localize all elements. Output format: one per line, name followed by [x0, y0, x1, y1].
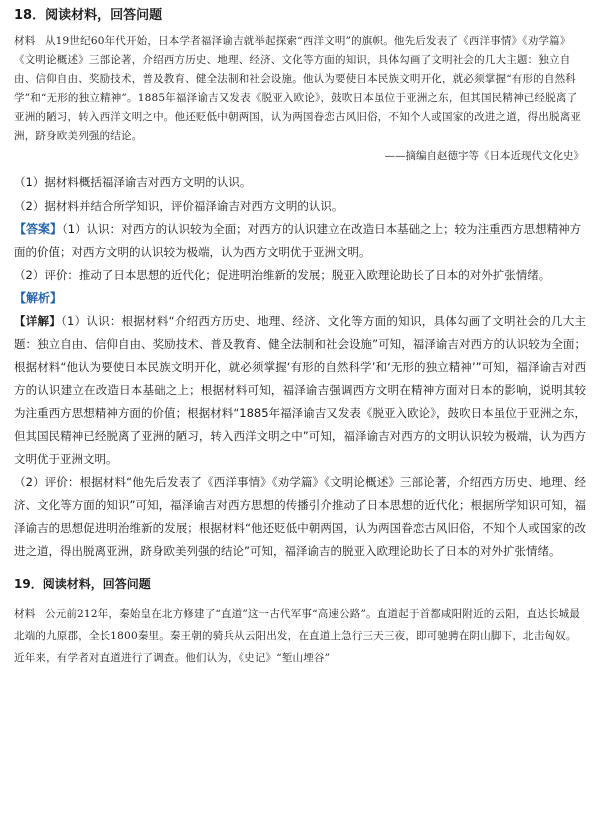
material-source: ——摘编自赵德宇等《日本近现代文化史》 [384, 150, 584, 162]
answer-2: （2）评价：推动了日本思想的近代化；促进明治维新的发展；脱亚入欧理论助长了日本的对外扩张情绪。 [14, 268, 551, 282]
material-text: 从19世纪60年代开始，日本学者福泽谕吉就举起探索“西洋文明”的旗帜。他先后发表了《西洋事情》《劝学篇》《文明论概述》三部论著，介绍西方历史、地理、经济、文化等方面的知识，具体勾画了文明社会的几大主题：独立自由、信仰自由、奖励技术，普及教育、健全法制和社会设施。他认为要使日本民族文明开化，就必须掌握“有形的自然科学”和“无形的独立精神”。1885年福泽谕吉又发表《脱亚入欧论》，鼓吹日本虽位于亚洲之东，但其国民精神已经脱离了亚洲的陋习，转入西洋文明之中。他还贬低中朝两国，认为两国眷恋古风旧俗，不知个人或国家的改进之道，得出脱离亚洲，跻身欧美列强的结论。 [14, 35, 582, 142]
analysis-heading [14, 287, 586, 310]
question-19-material [14, 603, 586, 669]
material-label: 材料 [14, 35, 36, 47]
question-19-title: 19．阅读材料，回答问题 [14, 577, 151, 591]
detail-1 [14, 310, 586, 471]
question-18-sub2: （2）据材料并结合所学知识，评价福泽谕吉对西方文明的认识。 [14, 199, 344, 213]
material-label-19: 材料 [14, 608, 36, 620]
detail-1-text: （1）认识：根据材料“介绍西方历史、地理、经济、文化等方面的知识，具体勾画了文明社会的几大主题：独立自由、信仰自由、奖励技术、普及教育、健全法制和社会设施”可知，福泽谕吉对西方的认识较为全面；根据材料“他认为要使日本民族文明开化，就必须掌握‘有形的自然科学’和‘无形的独立精神’”可知，福泽谕吉对西方的认识建立在改造日本基础之上；根据材料可知，福泽谕吉强调西方文明在精神方面对日本的影响，说明其较为注重西方思想精神方面的价值；根据材料“1885年福泽谕吉又发表《脱亚入欧论》，鼓吹日本虽位于亚洲之东，但其国民精神已经脱离了亚洲的陋习，转入西洋文明之中”可知，福泽谕吉对西方的文明认识较为极端，认为西方文明优于亚洲文明。 [14, 314, 587, 466]
detail-tag: 【详解】 [14, 314, 62, 328]
analysis-tag: 【解析】 [14, 291, 63, 305]
question-18-sub1: （1）据材料概括福泽谕吉对西方文明的认识。 [14, 175, 252, 189]
answer-1 [14, 218, 586, 264]
detail-2: （2）评价：根据材料“他先后发表了《西洋事情》《劝学篇》《文明论概述》三部论著，介绍西方历史、地理、经济、文化等方面的知识”可知，福泽谕吉对西方思想的传播引介推动了日本思想的近代化；根据所学知识可知，福泽谕吉的思想促进明治维新的发展；根据材料“他还贬低中朝两国，认为两国眷恋古风旧俗，不知个人或国家的改进之道，得出脱离亚洲，跻身欧美列强的结论”可知，福泽谕吉的脱亚入欧理论助长了日本的对外扩张情绪。 [14, 475, 586, 558]
question-18-title: 18．阅读材料，回答问题 [14, 8, 163, 23]
answer-tag: 【答案】 [14, 222, 63, 236]
question-18-material [14, 32, 586, 146]
answer-1-text: （1）认识：对西方的认识较为全面；对西方的认识建立在改造日本基础之上；较为注重西方思想精神方面的价值；对西方文明的认识较为极端，认为西方文明优于亚洲文明。 [14, 222, 582, 259]
material-text-19: 公元前212年，秦始皇在北方修建了“直道”这一古代军事“高速公路”。直道起于首都咸阳附近的云阳，直达长城最北端的九原郡，全长1800秦里。秦王朝的骑兵从云阳出发，在直道上急行三天三夜，即可驰骋在阴山脚下，北击匈奴。近年来，有学者对直道进行了调查。他们认为，《史记》“堑山堙谷” [14, 608, 581, 664]
